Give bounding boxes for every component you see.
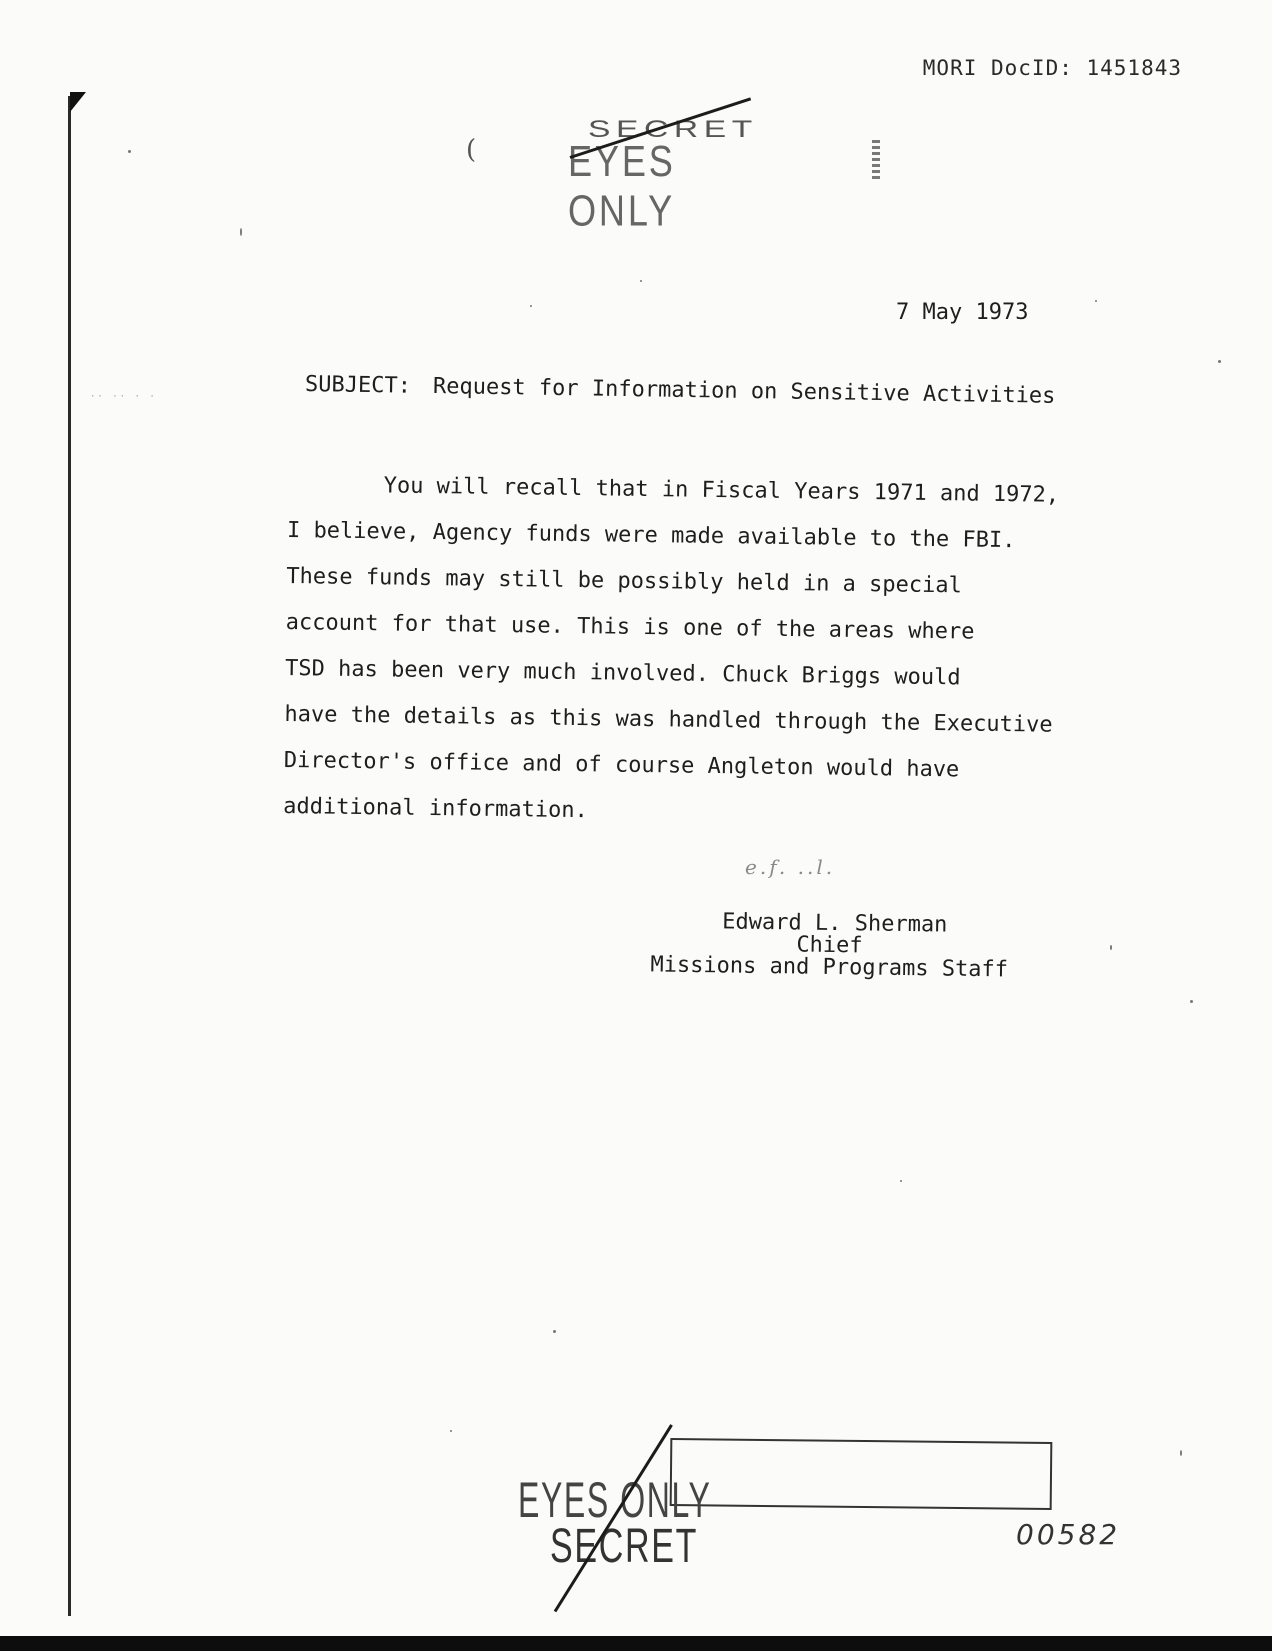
subject-label: SUBJECT: [304, 372, 412, 399]
ink-smudge [872, 140, 880, 180]
scan-bottom-band [0, 1636, 1272, 1651]
scan-corner-mark [70, 92, 86, 112]
body-line: Director's office and of course Angleton would have [283, 747, 960, 783]
body-line: account for that use. This is one of the areas where [285, 609, 975, 645]
scan-speck [1095, 300, 1097, 302]
scan-speck [530, 305, 532, 307]
body-line: I believe, Agency funds were made available to the FBI. [286, 517, 1016, 554]
subject-text: Request for Information on Sensitive Activities [432, 374, 1056, 409]
doc-id: MORI DocID: 1451843 [922, 56, 1182, 80]
page-number: 00582 [1016, 1518, 1121, 1551]
signer-title: Chief [796, 932, 863, 959]
signer-name: Edward L. Sherman [722, 909, 948, 938]
stamp-eyes-only-bottom: EYES ONLY [518, 1473, 712, 1528]
memo-date: 7 May 1973 [896, 300, 1029, 325]
body-line: These funds may still be possibly held in a special [286, 563, 963, 599]
scan-speck [450, 1430, 452, 1432]
scan-left-edge [68, 96, 71, 1616]
scan-speck [900, 1180, 902, 1182]
signature-block [619, 910, 1040, 982]
scan-speck [1110, 945, 1112, 950]
scan-speck [1190, 1000, 1193, 1003]
body-line: have the details as this was handled through the Executive [284, 701, 1053, 738]
body-line: TSD has been very much involved. Chuck Briggs would [284, 655, 961, 691]
memo-subject [305, 372, 1125, 410]
body-line: additional information. [283, 793, 588, 824]
scan-speck [128, 150, 131, 153]
stamp-secret-line: SECRET [588, 116, 758, 143]
scan-speck [553, 1330, 556, 1333]
classification-stamp-top [560, 116, 760, 236]
body-line: You will recall that in Fiscal Years 1971 and 1972, [383, 473, 1060, 508]
scan-speck [640, 280, 642, 282]
stamp-secret-bottom: SECRET [550, 1520, 699, 1573]
stray-parenthesis: ( [466, 135, 477, 165]
redaction-box [670, 1438, 1053, 1510]
signature: e.f. ..l. [745, 855, 836, 879]
memo-body [283, 462, 1108, 841]
scan-speck [1180, 1450, 1182, 1456]
stamp-eyes-only-line: EYES ONLY [568, 138, 676, 236]
scan-speck [1218, 360, 1221, 363]
signer-office: Missions and Programs Staff [650, 952, 1009, 983]
margin-smudge: ·· ·· · · [90, 392, 157, 402]
scan-speck [240, 228, 242, 236]
